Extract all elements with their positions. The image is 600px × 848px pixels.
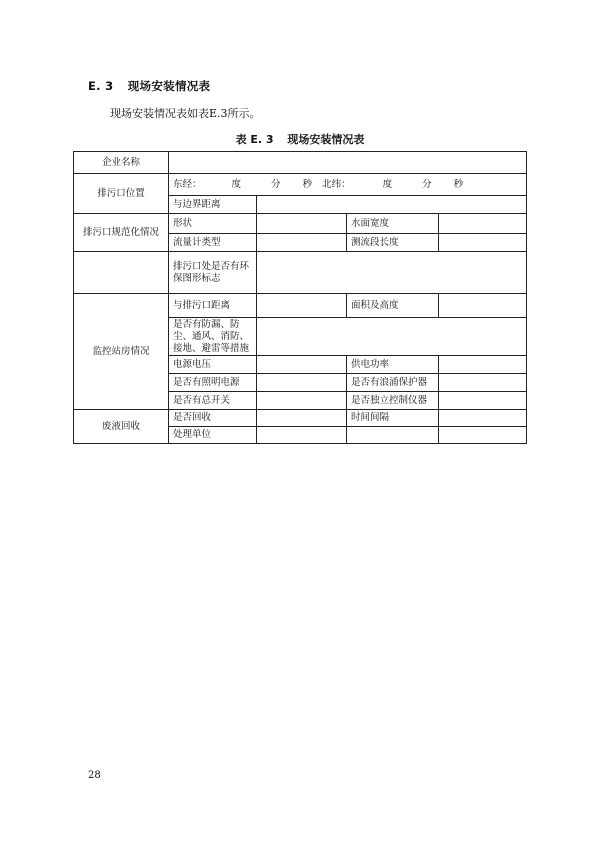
company-name-value[interactable] (169, 152, 527, 174)
outlet-position-label: 排污口位置 (74, 174, 169, 214)
main-switch-label: 是否有总开关 (169, 392, 257, 410)
section-heading (88, 78, 210, 94)
flow-meter-type-label: 流量计类型 (169, 234, 257, 252)
disposal-unit-label: 处理单位 (169, 427, 257, 444)
supply-power-label: 供电功率 (347, 356, 439, 374)
north-minute-label: 分 (422, 178, 432, 190)
distance-to-outlet-label: 与排污口距离 (169, 294, 257, 318)
installation-table (73, 151, 527, 444)
area-height-value[interactable] (439, 294, 527, 318)
distance-to-outlet-value[interactable] (257, 294, 347, 318)
water-width-value[interactable] (439, 214, 527, 234)
shape-value[interactable] (257, 214, 347, 234)
measure-length-value[interactable] (439, 234, 527, 252)
north-degree-label: 度 (382, 178, 393, 190)
outlet-standard-label: 排污口规范化情况 (74, 214, 169, 252)
company-name-label: 企业名称 (74, 152, 169, 174)
time-interval-label: 时间间隔 (347, 410, 439, 427)
recycled-value[interactable] (257, 410, 347, 427)
section-number: E. 3 (88, 79, 114, 93)
supply-voltage-value[interactable] (257, 356, 347, 374)
north-second-label: 秒 (453, 178, 464, 190)
caption-title: 现场安装情况表 (287, 133, 365, 146)
monitoring-room-label: 监控站房情况 (74, 294, 169, 410)
area-height-label: 面积及高度 (347, 294, 439, 318)
lighting-power-label: 是否有照明电源 (169, 374, 257, 392)
water-width-label: 水面宽度 (347, 214, 439, 234)
time-interval-value[interactable] (439, 410, 527, 427)
empty-label-cell (74, 252, 169, 294)
disposal-unit-value[interactable] (257, 427, 347, 444)
north-latitude-label: 北纬： (322, 178, 351, 190)
disposal-unit-extra-2[interactable] (439, 427, 527, 444)
supply-power-value[interactable] (439, 356, 527, 374)
east-second-label: 秒 (302, 178, 313, 190)
protection-label: 是否有防漏、防尘、通风、消防、接地、避雷等措施 (169, 318, 257, 356)
section-title: 现场安装情况表 (127, 79, 211, 93)
lighting-power-value[interactable] (257, 374, 347, 392)
table-caption (0, 131, 600, 147)
surge-protector-value[interactable] (439, 374, 527, 392)
recycled-label: 是否回收 (169, 410, 257, 427)
page-number: 28 (88, 770, 101, 781)
boundary-distance-value[interactable] (257, 196, 527, 214)
table-row (74, 410, 527, 427)
supply-voltage-label: 电源电压 (169, 356, 257, 374)
flow-meter-type-value[interactable] (257, 234, 347, 252)
table-row (74, 214, 527, 234)
boundary-distance-label: 与边界距离 (169, 196, 257, 214)
independent-controller-value[interactable] (439, 392, 527, 410)
independent-controller-label: 是否独立控制仪器 (347, 392, 439, 410)
table-row (74, 174, 527, 196)
intro-paragraph: 现场安装情况表如表E.3所示。 (110, 107, 261, 120)
shape-label: 形状 (169, 214, 257, 234)
disposal-unit-extra-1[interactable] (347, 427, 439, 444)
caption-number: 表 E. 3 (235, 133, 274, 146)
env-sign-label: 排污口处是否有环保图形标志 (169, 252, 257, 294)
table-row (74, 294, 527, 318)
surge-protector-label: 是否有浪涌保护器 (347, 374, 439, 392)
env-sign-value[interactable] (257, 252, 527, 294)
east-minute-label: 分 (271, 178, 281, 190)
main-switch-value[interactable] (257, 392, 347, 410)
measure-length-label: 测流段长度 (347, 234, 439, 252)
waste-liquid-label: 废液回收 (74, 410, 169, 444)
east-longitude-label: 东经： (173, 178, 202, 190)
table-row (74, 152, 527, 174)
coordinates-cell[interactable] (169, 174, 527, 196)
protection-value[interactable] (257, 318, 527, 356)
east-degree-label: 度 (231, 178, 242, 190)
table-row (74, 252, 527, 294)
